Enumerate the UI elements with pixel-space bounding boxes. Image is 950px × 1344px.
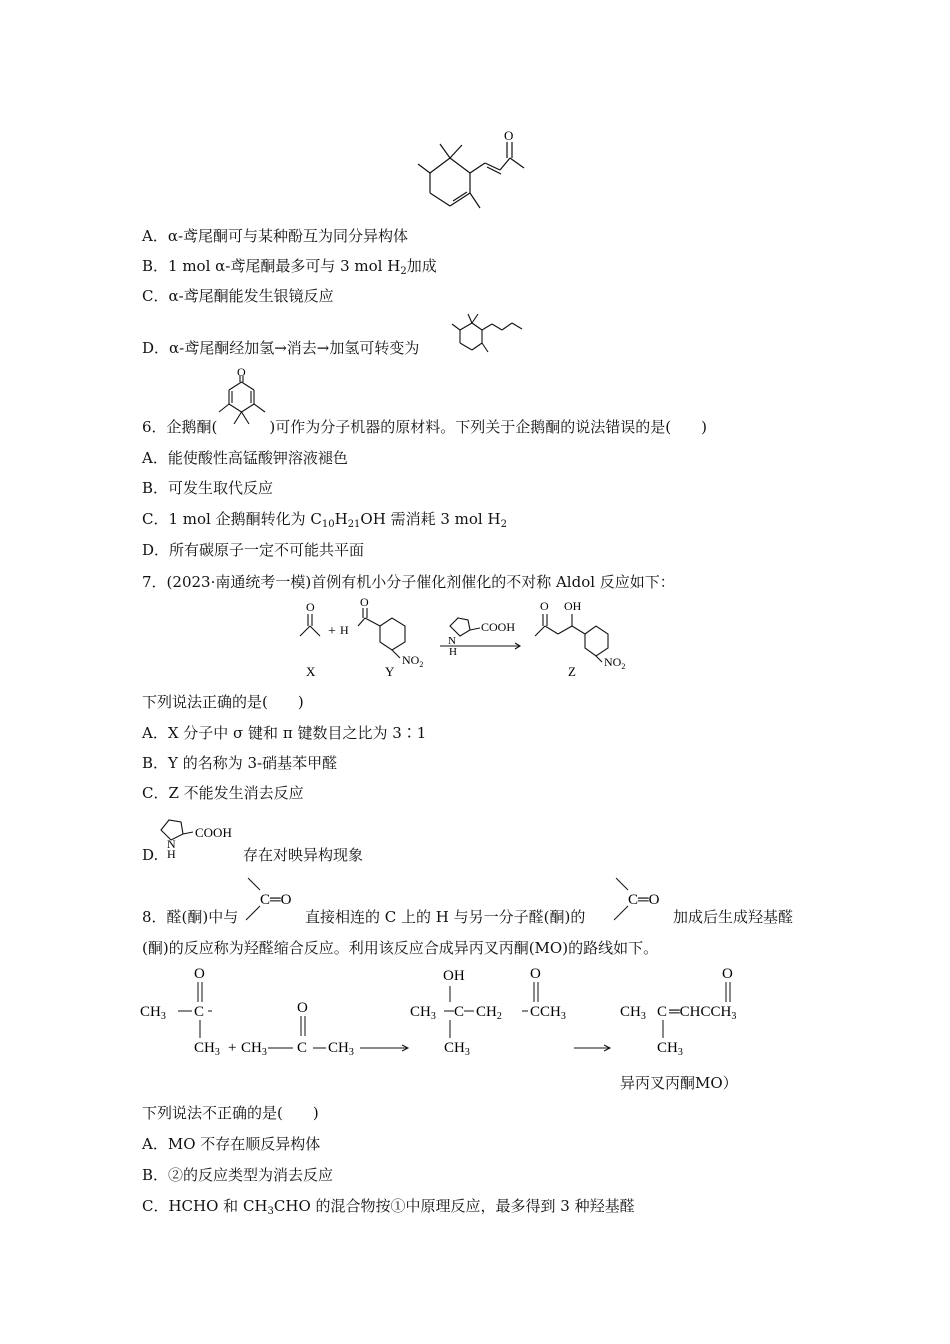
z-oh-label: OH: [564, 599, 582, 613]
route-o-3: O: [530, 966, 541, 982]
route-c-2: C: [297, 1040, 308, 1056]
z-no2-label: $NO_2$: [604, 655, 626, 671]
q5-option-c: C．α-鸢尾酮能发生银镜反应: [142, 287, 334, 305]
q7-option-d-text: 存在对映异构现象: [243, 846, 364, 864]
route-ch3-1: $CH_3$: [140, 1004, 166, 1022]
q6-stem: 6．企鹅酮( )可作为分子机器的原材料。下列关于企鹅酮的说法错误的是( ): [142, 418, 707, 436]
q7-option-d-prefix: D.: [142, 846, 159, 864]
x-o-label: O: [306, 600, 315, 614]
q8-question: 下列说法不正确的是( ): [142, 1104, 319, 1122]
route-o-1: O: [194, 966, 205, 982]
route-c-4: C: [657, 1004, 668, 1020]
route-ch2: $CH_2$: [476, 1004, 502, 1022]
catalyst-h-label: H: [449, 646, 457, 658]
route-c-3: C: [454, 1004, 465, 1020]
q7-question: 下列说法正确的是( ): [142, 693, 304, 711]
route-oh: OH: [443, 968, 465, 984]
route-ch3-8: $CH_3$: [657, 1040, 683, 1058]
co-label-2: C═O: [628, 892, 660, 908]
q8-stem-part3: 加成后生成羟基醛: [673, 908, 794, 926]
label-z: Z: [568, 664, 576, 679]
option-d-structure: [450, 318, 530, 358]
q8-option-b: B．②的反应类型为消去反应: [142, 1166, 334, 1184]
co-label-1: C═O: [260, 892, 292, 908]
q7-option-b: B．Y 的名称为 3-硝基苯甲醛: [142, 754, 338, 772]
proline-n-label: N: [167, 837, 176, 851]
y-no2-label: $NO_2$: [402, 653, 424, 669]
q5-option-d: D．α-鸢尾酮经加氢→消去→加氢可转变为: [142, 339, 420, 357]
z-o-label: O: [540, 599, 549, 613]
q6-option-c: C．1 mol 企鹅酮转化为 $C_{10}H_{21}OH$ 需消耗 3 mol $H_2$: [142, 510, 507, 530]
q7-option-c: C．Z 不能发生消去反应: [142, 784, 304, 802]
catalyst-n-label: N: [448, 635, 456, 647]
catalyst-cooh-label: COOH: [481, 620, 516, 634]
q5-option-a: A．α-鸢尾酮可与某种酚互为同分异构体: [142, 227, 409, 245]
mo-name-label: 异丙叉丙酮MO）: [620, 1074, 738, 1092]
q8-stem-part2: 直接相连的 C 上的 H 与另一分子醛(酮)的: [305, 908, 586, 926]
route-ch3-5: $CH_3$: [410, 1004, 436, 1022]
q8-option-c: C．HCHO 和 $CH_3CHO$ 的混合物按①中原理反应，最多得到 3 种羟基醛: [142, 1197, 635, 1217]
plus-sign: +: [328, 624, 336, 639]
y-o-label: O: [360, 595, 369, 609]
route-ch3-6: $CH_3$: [444, 1040, 470, 1058]
q8-option-a: A．MO 不存在顺反异构体: [142, 1135, 321, 1153]
route-c-1: C: [194, 1004, 205, 1020]
route-o-2: O: [297, 1000, 308, 1016]
route-o-4: O: [722, 966, 733, 982]
structure-o-label: O: [504, 128, 514, 143]
proline-structure: [155, 812, 245, 861]
q6-option-a: A．能使酸性高锰酸钾溶液褪色: [142, 449, 348, 467]
q8-stem-part1: 8．醛(酮)中与: [142, 908, 239, 926]
q7-option-a: A．X 分子中 σ 键和 π 键数目之比为 3∶1: [142, 724, 427, 742]
y-h-label: H: [340, 623, 349, 637]
proline-h-label: H: [167, 847, 176, 861]
route-cch3: $CCH_3$: [530, 1004, 566, 1022]
route-chcch3: $═CHCCH_3$: [669, 1004, 737, 1022]
carbonyl-group-2: [612, 876, 682, 922]
carbonyl-group-1: [244, 876, 314, 922]
proline-cooh-label: COOH: [195, 825, 232, 840]
q6-option-d: D．所有碳原子一定不可能共平面: [142, 541, 365, 559]
label-y: Y: [385, 664, 395, 679]
label-x: X: [306, 664, 316, 679]
route-ch3-2: $CH_3$: [194, 1040, 220, 1058]
q8-stem-line2: (酮)的反应称为羟醛缩合反应。利用该反应合成异丙叉丙酮(MO)的路线如下。: [142, 939, 659, 957]
synthesis-route: [140, 960, 780, 1070]
route-ch3-3: $CH_3$: [241, 1040, 267, 1058]
route-ch3-7: $CH_3$: [620, 1004, 646, 1022]
penguinone-o-label: O: [237, 365, 246, 379]
alpha-irone-structure: [410, 128, 540, 213]
route-ch3-4: $CH_3$: [328, 1040, 354, 1058]
q6-option-b: B．可发生取代反应: [142, 479, 274, 497]
route-plus: +: [228, 1040, 237, 1056]
q5-option-b: B．1 mol α-鸢尾酮最多可与 3 mol $H_2$加成: [142, 257, 437, 277]
aldol-reaction-scheme: [290, 596, 670, 686]
q7-stem: 7．(2023·南通统考一模)首例有机小分子催化剂催化的不对称 Aldol 反应如下：: [142, 573, 675, 591]
